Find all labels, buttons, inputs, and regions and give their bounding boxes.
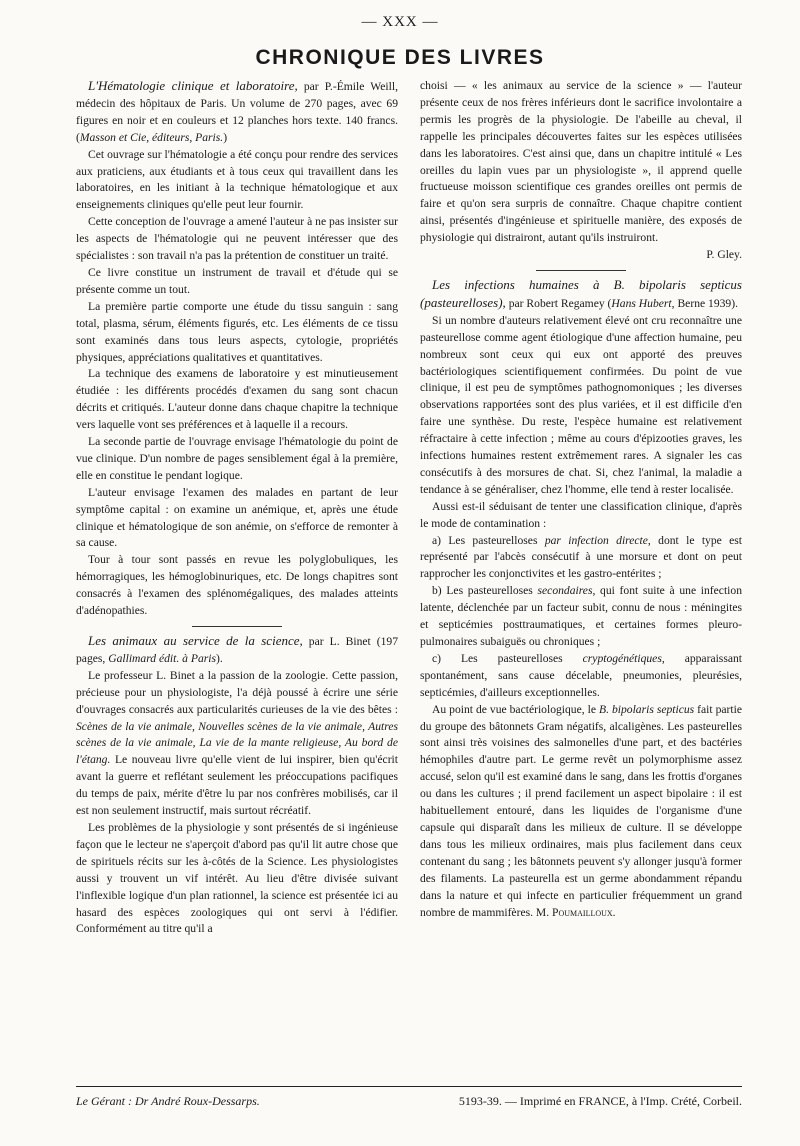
paragraph-text: Le nouveau livre qu'elle vient de lui inspirer, bien qu'écrit avant la guerre et reflétant seulement les préoccupations pacifiques du temps de paix, mérite d'être lu par nos confrères mobilisés, car il est non seulement instructif, mais surtout récréatif. (76, 753, 398, 818)
review-publisher-infections: Hans Hubert (611, 296, 672, 310)
signature-poumailloux: M. Poumailloux. (535, 905, 616, 919)
paragraph: La technique des examens de laboratoire y est minutieusement étudiée : les différents procédés d'examen du sang sont chacun décrits et critiqués. L'auteur donne dans chaque chapitre la technique vers laquelle vont ses préférences et à laquelle il a recours. (76, 367, 398, 432)
paragraph: La première partie comporte une étude du tissu sanguin : sang total, plasma, sérum, éléments figurés, etc. Les éléments de ce tissu sont examinés dans tous leurs aspects, cytologie, propriétés physiques, appréciations qualitatives et quantitatives. (76, 299, 398, 364)
section-divider (192, 626, 282, 627)
list-item (420, 583, 742, 651)
paragraph: Cette conception de l'ouvrage a amené l'auteur à ne pas insister sur les aspects de l'hématologie qui ne peuvent intéresser que des spécialistes : son travail n'a pas la prétention de constituer un traité. (76, 215, 398, 263)
paragraph: Ce livre constitue un instrument de travail et d'étude qui se présente comme un tout. (76, 265, 398, 296)
review-byline-end-infections: , Berne 1939). (671, 296, 738, 310)
signature-gley: P. Gley. (706, 248, 742, 262)
review-byline-end-animaux: ). (215, 651, 223, 665)
paragraph (76, 668, 398, 820)
review-byline-end-hematologie: ) (223, 130, 228, 144)
review-heading-infections (420, 277, 742, 313)
paragraph: Aussi est-il séduisant de tenter une classification clinique, d'après le mode de contamination : (420, 499, 742, 530)
cited-works: Scènes de la vie animale, Nouvelles scènes de la vie animale, Autres scènes de la vie animale, La vie de la mante religieuse, Au bord de l'étang. (76, 719, 398, 767)
review-byline-animaux: par L. Binet (197 pages, (76, 635, 399, 665)
list-item-text: , apparaissant spontanément, sans cause décelable, pneumonies, pleurésies, septicémies, d'ailleurs exceptionnelles. (420, 651, 742, 699)
section-divider (536, 270, 626, 271)
paragraph-text: Au point de vue bactériologique, le (432, 702, 599, 716)
list-item-term: par infection directe (544, 533, 648, 547)
footer-gerant: Le Gérant : Dr André Roux-Dessarps. (76, 1094, 260, 1108)
review-publisher-hematologie: Masson et Cie, éditeurs, Paris. (79, 130, 224, 144)
bacteria-name: B. bipolaris septicus (599, 702, 695, 716)
paragraph (420, 702, 742, 922)
paragraph: La seconde partie de l'ouvrage envisage l'hématologie du point de vue clinique. D'un nombre de pages sensiblement égal à la première, elle en constitue le pendant logique. (76, 435, 398, 482)
list-item-text: , qui font suite à une infection latente, déclenchée par un facteur subit, connu de nous : méningites et septicémies posttraumatiques, et certaines formes pleuro-pulmonaires subaiguës ou chroniques ; (420, 584, 742, 648)
list-item-text: a) Les pasteurelloses (432, 533, 545, 547)
list-item-text: b) Les pasteurelloses (432, 584, 538, 598)
list-item-term: cryptogénétiques (582, 651, 662, 665)
footer-imprint: 5193-39. — Imprimé en FRANCE, à l'Imp. Crété, Corbeil. (458, 1094, 742, 1108)
review-byline-infections: par Robert Regamey ( (505, 296, 612, 310)
footer-rule (76, 1086, 742, 1087)
right-column (420, 78, 742, 921)
page-number: — XXX — (361, 14, 439, 30)
review-byline-hematologie: par P.-Émile Weill, médecin des hôpitaux de Paris. Un volume de 270 pages, avec 69 figures en noir et en couleurs et 12 planches hors texte. 140 francs. ( (76, 80, 398, 144)
page-title: CHRONIQUE DES LIVRES (255, 46, 545, 69)
list-item-text: , dont le type est représenté par l'abcès consécutif à une morsure et dont on peut rapprocher les conjonctivites et les gastro-entérites ; (420, 533, 742, 581)
review-title-animaux: Les animaux au service de la science, (88, 633, 303, 648)
paragraph-text: Le professeur L. Binet a la passion de la zoologie. Cette passion, précieuse pour un physiologiste, l'a déjà poussé à écrire une série d'ouvrages consacrés aux particularités curieuses de la vie des bêtes : (76, 668, 398, 716)
paragraph: Cet ouvrage sur l'hématologie a été conçu pour rendre des services aux praticiens, aux étudiants et à tous ceux qui travaillent dans les laboratoires, en les initiant à la technique hématologique et aux enseignements cliniques qu'elle peut leur fournir. (76, 147, 398, 212)
paragraph: L'auteur envisage l'examen des malades en partant de leur symptôme capital : on examine un anémique, et, après une étude clinique et hématologique de son anémie, on s'efforce de remonter à sa cause. (76, 485, 398, 550)
list-item-term: secondaires (537, 584, 593, 598)
review-title-infections: Les infections humaines à B. bipolaris septicus (pasteurelloses), (420, 276, 742, 310)
paragraph: Tour à tour sont passés en revue les polyglobuliques, les hémorragiques, les hémoglobinuriques, etc. De longs chapitres sont consacrés à l'examen des splénomégaliques, des malades atteints d'adénopathies. (76, 553, 398, 618)
list-item (420, 533, 742, 584)
list-item (420, 651, 742, 702)
paragraph: Si un nombre d'auteurs relativement élevé ont cru reconnaître une pasteurellose comme agent étiologique d'une affection humaine, peu nombreux sont ceux qui eux ont apporté des preuves bactériologiques scientifiquement confirmées. Du point de vue clinique, il est peu de symptômes pathognomoniques ; les diverses observations rapportées sont des plus variées, et il est difficile d'en faire une synthèse. Du reste, l'espèce humaine est relativement réfractaire à cette infection ; même au cours d'épizooties graves, les infections humaines restent extrêmement rares. A signaler les cas consécutifs à des morsures de chat. Si, chez l'animal, la maladie a tendance à se généraliser, chez l'homme, elle tend à rester localisée. (420, 313, 742, 496)
review-title-hematologie: L'Hématologie clinique et laboratoire, (88, 78, 298, 93)
review-publisher-animaux: Gallimard édit. à Paris (108, 651, 216, 665)
paragraph: choisi — « les animaux au service de la science » — l'auteur présente ceux de nos frères inférieurs dont le sacrifice involontaire a permis les progrès de la physiologie. De l'abeille au cheval, il rappelle les principales découvertes faites sur les espèces utilisées dans les laboratoires. C'est ainsi que, dans un chapitre intitulé « Les oreilles du lapin vues par un physiologiste », il apprend quelle fructueuse moisson scientifique ces grandes oreilles ont permis de faire et qu'on sera surpris de connaître. Chaque chapitre contient ainsi, présentés d'ingénieuse et spirituelle manière, des exposés de physiologie qui distrairont, autant qu'ils instruiront. (420, 79, 742, 245)
paragraph: Les problèmes de la physiologie y sont présentés de si ingénieuse façon que le lecteur ne s'aperçoit d'abord pas qu'il lit autre chose que de spirituels récits sur les à-côtés de la Science. Les physiologistes aussi y trouvent un vif intérêt. Au lieu d'être divisée suivant l'inflexible logique d'un plan rationnel, la science est présentée ici au hasard des espèces zoologiques qui ont servi à l'édifier. Conformément au titre qu'il a (76, 820, 398, 936)
list-item-text: c) Les pasteurelloses (432, 651, 583, 665)
review-heading-animaux (76, 633, 398, 668)
review-heading-hematologie (76, 78, 398, 147)
paragraph-text: fait partie du groupe des bâtonnets Gram négatifs, alcaligènes. Les pasteurelles sont ainsi très voisines des salmonelles d'une part, et des bactéries hémophiles d'autre part. Le germe revêt un polymorphisme assez accusé, selon qu'il est examiné dans le sang, dans les frottis d'organes ou dans les cultures ; il prend facilement un aspect bipolaire : il est habituellement entouré, dans les liquides de l'organisme d'une capsule qui disparaît dans les milieux de culture. Il se développe dans tous les milieux ordinaires, mais plus facilement dans ceux contenant du sang ; les bâtonnets peuvent s'y allonger jusqu'à former des filaments. La pasteurella est un germe abondamment répandu dans la nature et qui infecte en particulier fréquemment un grand nombre de mammifères. (420, 702, 743, 919)
left-column (76, 78, 398, 938)
